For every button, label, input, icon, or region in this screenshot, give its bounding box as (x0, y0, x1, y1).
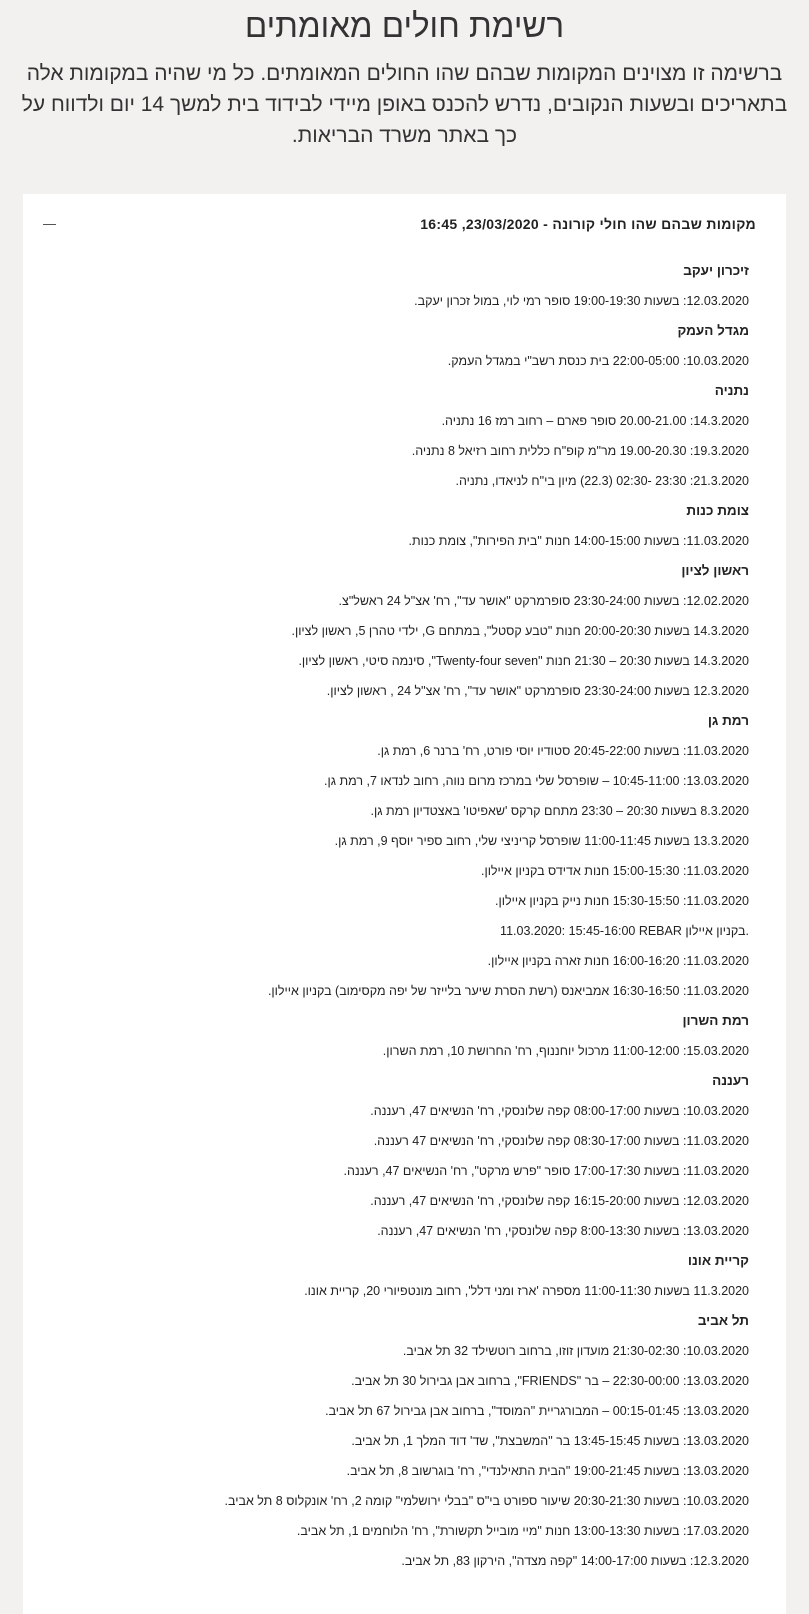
location-entry: 13.03.2020: 00:15-01:45 – המבורגריית "המוסד", ברחוב אבן גבירול 67 תל אביב. (325, 1404, 749, 1418)
location-entry: 10.03.2020: בשעות 08:00-17:00 קפה שלונסקי, רח' הנשיאים 47, רעננה. (370, 1104, 749, 1118)
location-entry: 12.3.2020: בשעות 14:00-17:00 "קפה מצדה", הירקון 83, תל אביב. (401, 1554, 749, 1568)
location-entry: 17.03.2020: בשעות 13:00-13:30 חנות "מיי מובייל תקשורת", רח' הלוחמים 1, תל אביב. (296, 1524, 749, 1538)
location-entry: 13.3.2020 בשעות 11:00-11:45 שופרסל קריניצי שלי, רחוב ספיר יוסף 9, רמת גן. (334, 834, 749, 848)
city-heading: קריית אונו (687, 1253, 749, 1268)
minus-icon[interactable] (43, 220, 57, 230)
location-entry: 15.03.2020: 11:00-12:00 מרכול יוחננוף, רח' החרושת 10, רמת השרון. (382, 1044, 749, 1058)
location-entry: 11.03.2020: 15:00-15:30 חנות אדידס בקניון איילון. (480, 864, 749, 878)
city-heading: צומת כנות (686, 503, 749, 518)
location-entry: 10.03.2020: בשעות 20:30-21:30 שיעור ספורט בי"ס "בבלי ירושלמי" קומה 2, רח' אונקלוס 8 תל אביב. (224, 1494, 749, 1508)
location-entry: 14.3.2020: 20.00-21.00 סופר פארם – רחוב רמז 16 נתניה. (441, 414, 749, 428)
city-heading: תל אביב (697, 1313, 749, 1328)
location-entry: 8.3.2020 בשעות 20:30 – 23:30 מתחם קרקס 'שאפיטו' באצטדיון רמת גן. (370, 804, 749, 818)
page-title: רשימת חולים מאומתים (244, 7, 565, 44)
location-entry: 13.03.2020: בשעות 8:00-13:30 קפה שלונסקי, רח' הנשיאים 47, רעננה. (377, 1224, 749, 1238)
location-entry: 11.03.2020: 15:45-16:00 REBAR בקניון איילון. (500, 924, 749, 938)
city-heading: מגדל העמק (677, 323, 749, 338)
location-entry: 13.03.2020: 22:30-00:00 – בר "FRIENDS", ברחוב אבן גבירול 30 תל אביב. (351, 1374, 749, 1388)
city-heading: ראשון לציון (681, 563, 749, 578)
card-title: מקומות שבהם שהו חולי קורונה - 23/03/2020, 16:45 (420, 216, 756, 232)
city-heading: רמת גן (707, 713, 749, 728)
location-entry: 21.3.2020: 23:30 -02:30 (22.3) מיון בי"ח לניאדו, נתניה. (455, 474, 749, 488)
location-entry: 12.3.2020 בשעות 23:30-24:00 סופרמרקט "אושר עד", רח' אצ"ל 24 , ראשון לציון. (326, 684, 749, 698)
city-heading: רעננה (712, 1073, 749, 1088)
locations-card (23, 194, 786, 1614)
location-entry: 14.3.2020 בשעות 20:00-20:30 חנות "טבע קסטל", במתחם G, ילדי טהרן 5, ראשון לציון. (291, 624, 749, 638)
location-entry: 12.03.2020: בשעות 19:00-19:30 סופר רמי לוי, במול זכרון יעקב. (414, 294, 749, 308)
location-entry: 13.03.2020: בשעות 13:45-15:45 בר "המשבצת", שד' דוד המלך 1, תל אביב. (351, 1434, 749, 1448)
location-entry: 11.03.2020: בשעות 14:00-15:00 חנות "בית הפירות", צומת כנות. (408, 534, 749, 548)
location-entry: 14.3.2020 בשעות 20:30 – 21:30 חנות "Twenty-four seven", סינמה סיטי, ראשון לציון. (298, 654, 749, 668)
location-entry: 11.03.2020: 16:30-16:50 אמביאנס (רשת הסרת שיער בלייזר של יפה מקסימוב) בקניון איילון. (267, 984, 749, 998)
location-entry: 12.03.2020: בשעות 16:15-20:00 קפה שלונסקי, רח' הנשיאים 47, רעננה. (370, 1194, 749, 1208)
location-entry: 10.03.2020: 22:00-05:00 בית כנסת רשב"י במגדל העמק. (447, 354, 749, 368)
location-entry: 19.3.2020: 19.00-20.30 מר"מ קופ"ח כללית רחוב רזיאל 8 נתניה. (411, 444, 749, 458)
location-entry: 11.03.2020: 16:00-16:20 חנות זארה בקניון איילון. (487, 954, 749, 968)
city-heading: נתניה (714, 383, 749, 398)
intro-text: ברשימה זו מצוינים המקומות שבהם שהו החולים המאומתים. כל מי שהיה במקומות אלה בתאריכים ובשעות הנקובים, נדרש להכנס באופן מיידי לבידוד בית למשך 14 יום ולדווח על כך באתר משרד הבריאות. (21, 62, 788, 147)
card-header[interactable] (43, 216, 756, 236)
location-entry: 11.03.2020: בשעות 17:00-17:30 סופר "פרש מרקט", רח' הנשיאים 47, רעננה. (343, 1164, 749, 1178)
locations-list (43, 256, 749, 1576)
city-heading: רמת השרון (682, 1013, 749, 1028)
location-entry: 11.03.2020: 15:30-15:50 חנות נייק בקניון איילון. (495, 894, 749, 908)
location-entry: 11.3.2020 בשעות 11:00-11:30 מספרה 'ארז ומני דלל', רחוב מונטפיורי 20, קריית אונו. (304, 1284, 749, 1298)
location-entry: 13.03.2020: בשעות 19:00-21:45 "הבית התאילנדי", רח' בוגרשוב 8, תל אביב. (346, 1464, 749, 1478)
location-entry: 11.03.2020: בשעות 20:45-22:00 סטודיו יוסי פורט, רח' ברנר 6, רמת גן. (377, 744, 749, 758)
location-entry: 10.03.2020: 21:30-02:30 מועדון זוזו, ברחוב רוטשילד 32 תל אביב. (402, 1344, 749, 1358)
location-entry: 13.03.2020: 10:45-11:00 – שופרסל שלי במרכז מרום נווה, רחוב לנדאו 7, רמת גן. (324, 774, 749, 788)
location-entry: 11.03.2020: בשעות 08:30-17:00 קפה שלונסקי, רח' הנשיאים 47 רעננה. (373, 1134, 749, 1148)
location-entry: 12.02.2020: בשעות 23:30-24:00 סופרמרקט "אושר עד", רח' אצ"ל 24 ראשל"צ. (338, 594, 749, 608)
city-heading: זיכרון יעקב (683, 263, 749, 278)
